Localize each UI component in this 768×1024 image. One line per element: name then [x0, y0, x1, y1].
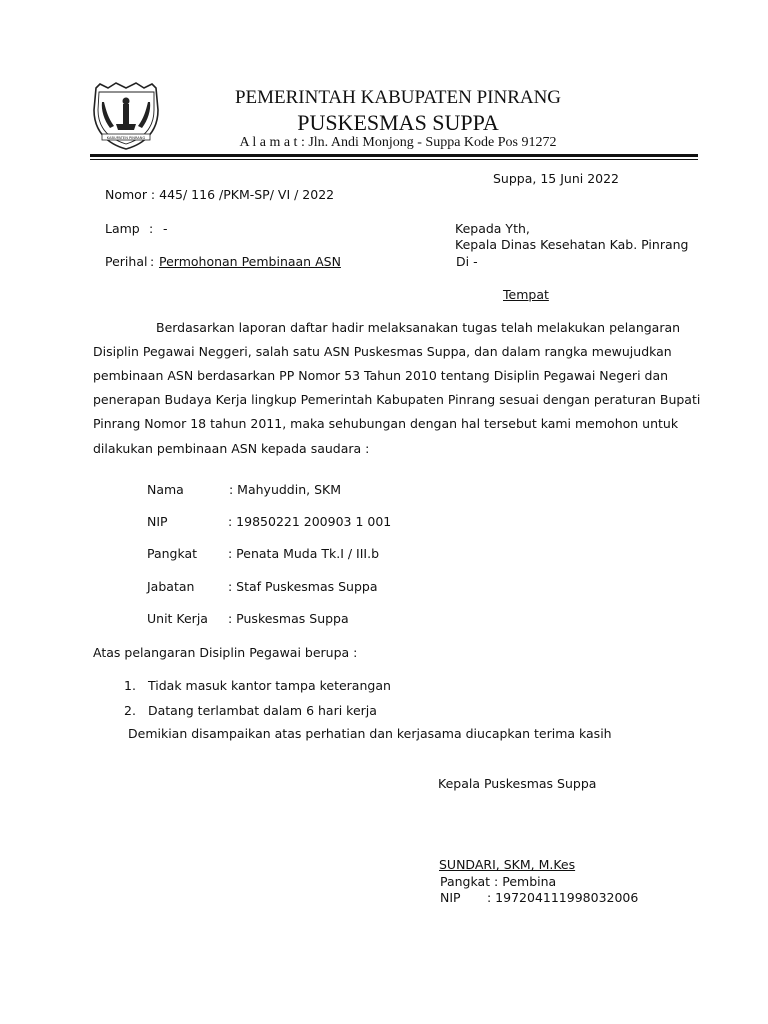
employee-field-value: : 19850221 200903 1 001 — [228, 514, 392, 529]
lamp-label: Lamp — [105, 221, 140, 236]
signature-title: Kepala Puskesmas Suppa — [438, 776, 597, 791]
place-date: Suppa, 15 Juni 2022 — [493, 171, 620, 186]
logo-text: KABUPATEN PINRANG — [106, 135, 146, 140]
perihal-value: Permohonan Pembinaan ASN — [159, 254, 341, 269]
paragraph-line: dilakukan pembinaan ASN kepada saudara : — [93, 441, 370, 456]
violation-number: 2. — [124, 703, 136, 718]
perihal-label: Perihal — [105, 254, 148, 269]
lamp-value: - — [163, 221, 168, 236]
closing-sentence: Demikian disampaikan atas perhatian dan kerjasama diucapkan terima kasih — [128, 726, 612, 741]
employee-field-value: : Mahyuddin, SKM — [229, 482, 341, 497]
perihal-separator: : — [150, 254, 155, 269]
address-line: A l a m a t : Jln. Andi Monjong - Suppa Kode Pos 91272 — [239, 135, 557, 150]
employee-field-value: : Puskesmas Suppa — [228, 611, 349, 626]
paragraph-line: Berdasarkan laporan daftar hadir melaksanakan tugas telah melakukan pelangaran — [156, 320, 681, 335]
violation-item: Datang terlambat dalam 6 hari kerja — [148, 703, 377, 718]
paragraph-line: Disiplin Pegawai Neggeri, salah satu ASN Puskesmas Suppa, dan dalam rangka mewujudkan — [93, 344, 672, 359]
letter-number: Nomor : 445/ 116 /PKM-SP/ VI / 2022 — [105, 187, 335, 202]
recipient-greeting: Kepada Yth, — [455, 221, 530, 236]
employee-field-label: Nama — [147, 482, 184, 497]
government-title: PEMERINTAH KABUPATEN PINRANG — [234, 87, 562, 108]
employee-field-value: : Staf Puskesmas Suppa — [228, 579, 378, 594]
employee-field-label: Unit Kerja — [147, 611, 208, 626]
lamp-separator: : — [149, 221, 154, 236]
violation-item: Tidak masuk kantor tampa keterangan — [148, 678, 391, 693]
recipient-office: Kepala Dinas Kesehatan Kab. Pinrang — [455, 237, 689, 252]
recipient-place: Tempat — [503, 287, 549, 302]
paragraph-line: penerapan Budaya Kerja lingkup Pemerintah Kabupaten Pinrang sesuai dengan peraturan Bupati — [93, 392, 701, 407]
signature-nip-label: NIP — [440, 890, 461, 905]
header-rule-thin — [90, 159, 698, 160]
employee-field-label: NIP — [147, 514, 168, 529]
violation-number: 1. — [124, 678, 136, 693]
signature-rank: Pangkat : Pembina — [440, 874, 557, 889]
institution-title: PUSKESMAS SUPPA — [297, 110, 499, 135]
employee-field-label: Pangkat — [147, 546, 198, 561]
signature-name: SUNDARI, SKM, M.Kes — [439, 857, 576, 872]
employee-field-value: : Penata Muda Tk.I / III.b — [228, 546, 380, 561]
signature-nip-value: : 197204111998032006 — [487, 890, 639, 905]
violations-intro: Atas pelangaran Disiplin Pegawai berupa : — [93, 645, 358, 660]
header-rule-thick — [90, 154, 698, 157]
employee-field-label: Jabatan — [147, 579, 195, 594]
paragraph-line: Pinrang Nomor 18 tahun 2011, maka sehubungan dengan hal tersebut kami memohon untuk — [93, 416, 679, 431]
recipient-di: Di - — [456, 254, 478, 269]
paragraph-line: pembinaan ASN berdasarkan PP Nomor 53 Tahun 2010 tentang Disiplin Pegawai Negeri dan — [93, 368, 669, 383]
